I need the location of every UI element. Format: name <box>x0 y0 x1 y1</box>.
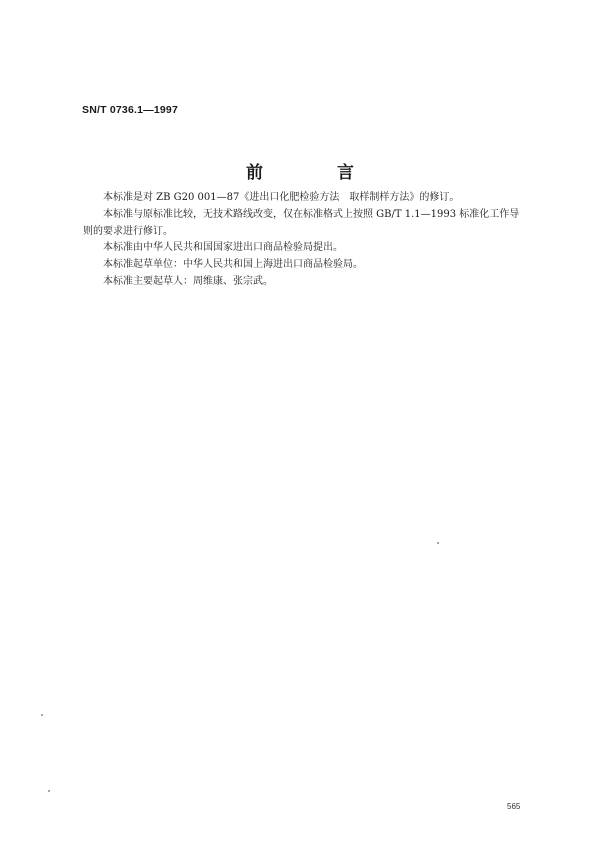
paragraph-drafting-unit: 本标准起草单位：中华人民共和国上海进出口商品检验局。 <box>103 259 363 271</box>
paragraph-comparison: 本标准与原标准比较，无技术路线改变，仅在标准格式上按照 GB/T 1.1—1993 标准化工作导则的要求进行修订。 <box>83 208 520 237</box>
scan-speck <box>48 790 50 792</box>
page-title: 前 言 <box>246 163 388 183</box>
preface-body <box>83 190 520 291</box>
standard-code: SN/T 0736.1—1997 <box>82 104 179 116</box>
paragraph-drafters: 本标准主要起草人：周维康、张宗武。 <box>103 275 273 287</box>
paragraph-proposer: 本标准由中华人民共和国国家进出口商品检验局提出。 <box>103 242 343 254</box>
scan-speck <box>437 542 439 544</box>
scan-speck <box>41 714 43 716</box>
paragraph-revision-basis: 本标准是对 ZB G20 001—87《进出口化肥检验方法 取样制样方法》的修订。 <box>103 192 460 203</box>
page-number: 565 <box>507 802 521 811</box>
